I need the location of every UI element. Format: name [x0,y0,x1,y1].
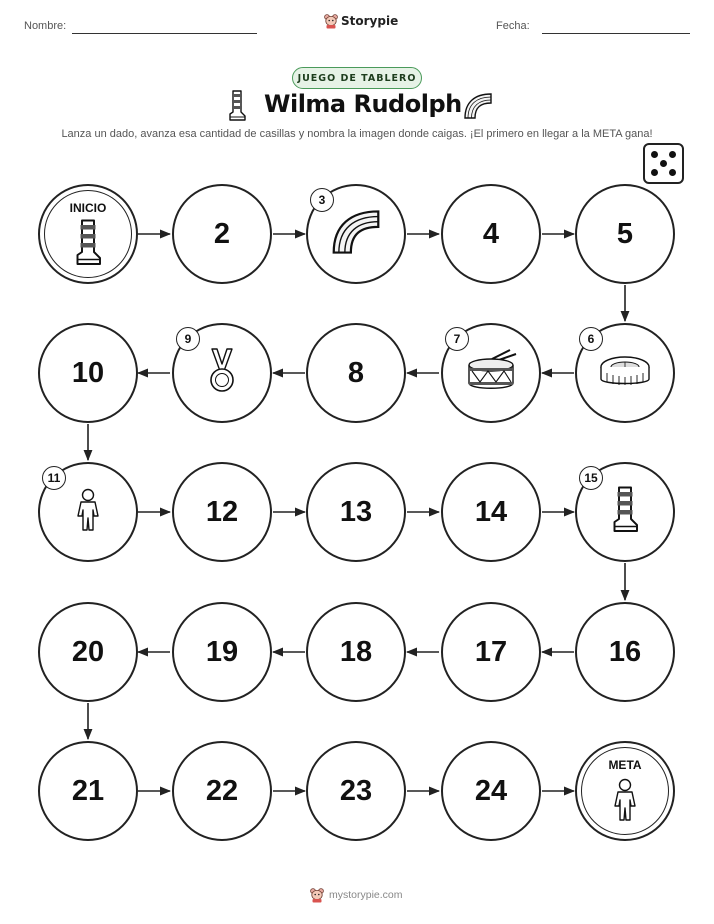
space-8 [306,323,406,423]
space-number-badge: 11 [42,466,66,490]
instructions-text: Lanza un dado, avanza esa cantidad de casillas y nombra la imagen donde caigas. ¡El primero en llegar a la META gana! [61,128,653,140]
space-20 [38,602,138,702]
space-5 [575,184,675,284]
space-label: INICIO [69,201,107,215]
space-number: 18 [339,635,373,668]
footer [309,887,403,903]
space-meta [575,741,675,841]
space-22 [172,741,272,841]
date-label: Fecha: [496,20,530,32]
drum-icon [464,349,518,398]
space-number: 12 [205,495,239,528]
brand-logo [324,13,398,29]
name-line[interactable] [72,33,257,34]
footer-url: mystorypie.com [329,889,403,901]
space-number: 13 [339,495,373,528]
person-icon [611,778,639,827]
space-number: 23 [339,774,373,807]
storypie-mascot-icon [309,887,325,903]
brand-name: Storypie [341,14,399,28]
space-10 [38,323,138,423]
game-type-badge: JUEGO DE TABLERO [292,67,422,89]
space-17 [441,602,541,702]
space-number-badge: 15 [579,466,603,490]
space-number: 4 [482,217,500,250]
space-21 [38,741,138,841]
space-label: META [608,758,642,772]
space-16 [575,602,675,702]
dice-five-icon [643,143,684,184]
space-number-badge: 3 [310,188,334,212]
space-14 [441,462,541,562]
space-18 [306,602,406,702]
space-13 [306,462,406,562]
person-icon [74,488,102,537]
space-19 [172,602,272,702]
medal-icon [208,347,236,400]
space-7 [441,323,541,423]
space-number: 16 [608,635,642,668]
date-line[interactable] [542,33,690,34]
space-9 [172,323,272,423]
space-12 [172,462,272,562]
page-title: Wilma Rudolph [264,90,462,118]
running-track-icon [329,208,383,261]
running-track-icon [463,92,493,120]
space-11 [38,462,138,562]
space-inicio [38,184,138,284]
space-2 [172,184,272,284]
space-24 [441,741,541,841]
space-number: 8 [347,356,365,389]
space-number: 5 [616,217,634,250]
space-number: 22 [205,774,239,807]
leg-brace-icon [71,219,105,272]
space-number: 17 [474,635,508,668]
space-number-badge: 7 [445,327,469,351]
space-number: 14 [474,495,508,528]
name-label: Nombre: [24,20,67,32]
space-number-badge: 6 [579,327,603,351]
leg-brace-icon [608,486,642,539]
space-3 [306,184,406,284]
space-6 [575,323,675,423]
storypie-mascot-icon [324,13,338,29]
space-15 [575,462,675,562]
space-number-badge: 9 [176,327,200,351]
space-number: 2 [213,217,231,250]
stadium-icon [598,351,652,396]
leg-brace-icon [226,90,248,122]
space-4 [441,184,541,284]
space-number: 24 [474,774,508,807]
space-23 [306,741,406,841]
space-number: 21 [71,774,105,807]
space-number: 10 [71,356,105,389]
space-number: 20 [71,635,105,668]
space-number: 19 [205,635,239,668]
